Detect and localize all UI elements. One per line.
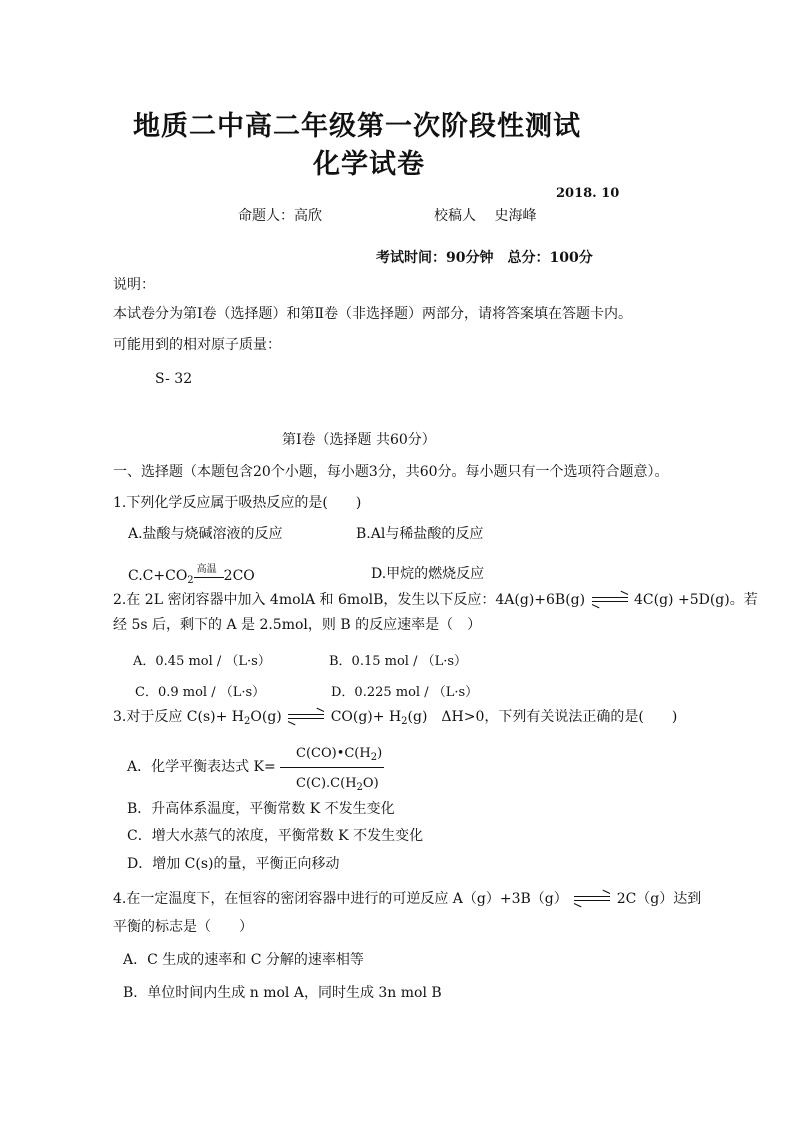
q1-option-c-suffix: 2CO [223, 568, 255, 584]
exam-info: 考试时间：90分钟 总分：100分 [376, 250, 593, 266]
q1-condition-text: 高温 [196, 564, 217, 575]
q3-option-c: C．增大水蒸气的浓度，平衡常数 K 不发生变化 [127, 828, 424, 844]
q4-option-a: A．C 生成的速率和 C 分解的速率相等 [123, 952, 364, 968]
notes-line2: 可能用到的相对原子质量： [113, 337, 281, 353]
notes-label: 说明： [113, 277, 155, 293]
q2-option-b: B．0.15 mol / （L·s） [329, 654, 468, 669]
equilibrium-arrow-icon [590, 593, 630, 607]
exam-title-line2: 化学试卷 [313, 149, 425, 180]
q3-den-sub: 2 [356, 782, 363, 793]
q1-option-b: B.Al与稀盐酸的反应 [356, 526, 484, 542]
q3-stem-a: 3.对于反应 C(s)+ H [113, 709, 245, 725]
q2-stem-part2: 4C(g) +5D(g)。若 [634, 592, 758, 608]
q3-option-d: D．增加 C(s)的量，平衡正向移动 [127, 856, 340, 872]
q3-fraction-bar [280, 767, 384, 768]
q1-option-c-prefix: C.C+CO [128, 568, 188, 584]
q4-stem-line2: 平衡的标志是（ ） [113, 919, 253, 935]
q3-stem-d: (g) ΔH>0，下列有关说法正确的是( ) [407, 709, 678, 725]
q4-stem-part2: 2C（g）达到 [616, 891, 702, 907]
q2-stem-line2: 经 5s 后，剩下的 A 是 2.5mol，则 B 的反应速率是（ ） [113, 617, 482, 633]
atomic-mass: S- 32 [155, 371, 193, 387]
section1-instruction: 一、选择题（本题包含20个小题，每小题3分，共60分。每小题只有一个选项符合题意）。 [113, 464, 669, 480]
q3-option-b: B．升高体系温度，平衡常数 K 不发生变化 [127, 801, 395, 817]
q2-stem-part1: 2.在 2L 密闭容器中加入 4molA 和 6molB，发生以下反应：4A(g)+6B(g) [113, 592, 586, 608]
author-label: 命题人：高欣 [238, 208, 322, 224]
reviewer-label: 校稿人 史海峰 [434, 208, 537, 224]
q4-stem-part1: 4.在一定温度下，在恒容的密闭容器中进行的可逆反应 A（g）+3B（g） [113, 891, 568, 907]
q1-stem: 1.下列化学反应属于吸热反应的是( ) [113, 495, 362, 511]
q2-option-a: A．0.45 mol / （L·s） [133, 654, 271, 669]
section1-title: 第Ⅰ卷（选择题 共60分） [282, 432, 436, 448]
q3-stem-c: CO(g)+ H [330, 709, 402, 725]
exam-title-line1: 地质二中高二年级第一次阶段性测试 [133, 111, 581, 142]
q3-option-a-label: A．化学平衡表达式 K= [127, 759, 276, 775]
q1-option-c [128, 565, 255, 585]
q3-fraction-denominator [296, 775, 379, 793]
notes-line1: 本试卷分为第Ⅰ卷（选择题）和第Ⅱ卷（非选择题）两部分，请将答案填在答题卡内。 [113, 306, 633, 322]
q3-num-a: C(CO)•C(H [296, 746, 371, 761]
q3-fraction-numerator [296, 745, 382, 763]
q3-num-sub: 2 [370, 752, 378, 763]
equilibrium-arrow-icon [286, 710, 326, 724]
q3-den-b: O) [362, 776, 379, 791]
q1-option-d: D.甲烷的燃烧反应 [371, 566, 485, 582]
q4-stem-line1 [113, 890, 701, 908]
q2-option-d: D．0.225 mol / （L·s） [331, 685, 479, 700]
exam-date: 2018. 10 [556, 186, 620, 201]
q3-sub-h2o: 2 [244, 716, 251, 727]
q3-den-a: C(C).C(H [296, 776, 357, 791]
q3-num-b: ) [377, 746, 383, 761]
q2-option-c: C．0.9 mol / （L·s） [135, 685, 266, 700]
q1-option-c-sub: 2 [187, 575, 194, 586]
equilibrium-arrow-icon [572, 892, 612, 906]
q1-option-a: A.盐酸与烧碱溶液的反应 [128, 526, 283, 542]
q3-stem-b: O(g) [250, 709, 282, 725]
q3-stem [113, 708, 677, 726]
q4-option-b: B．单位时间内生成 n mol A，同时生成 3n mol B [123, 985, 442, 1001]
reaction-condition-arrow [194, 565, 224, 585]
q3-sub-h2: 2 [401, 716, 408, 727]
q2-stem-line1 [113, 591, 758, 609]
